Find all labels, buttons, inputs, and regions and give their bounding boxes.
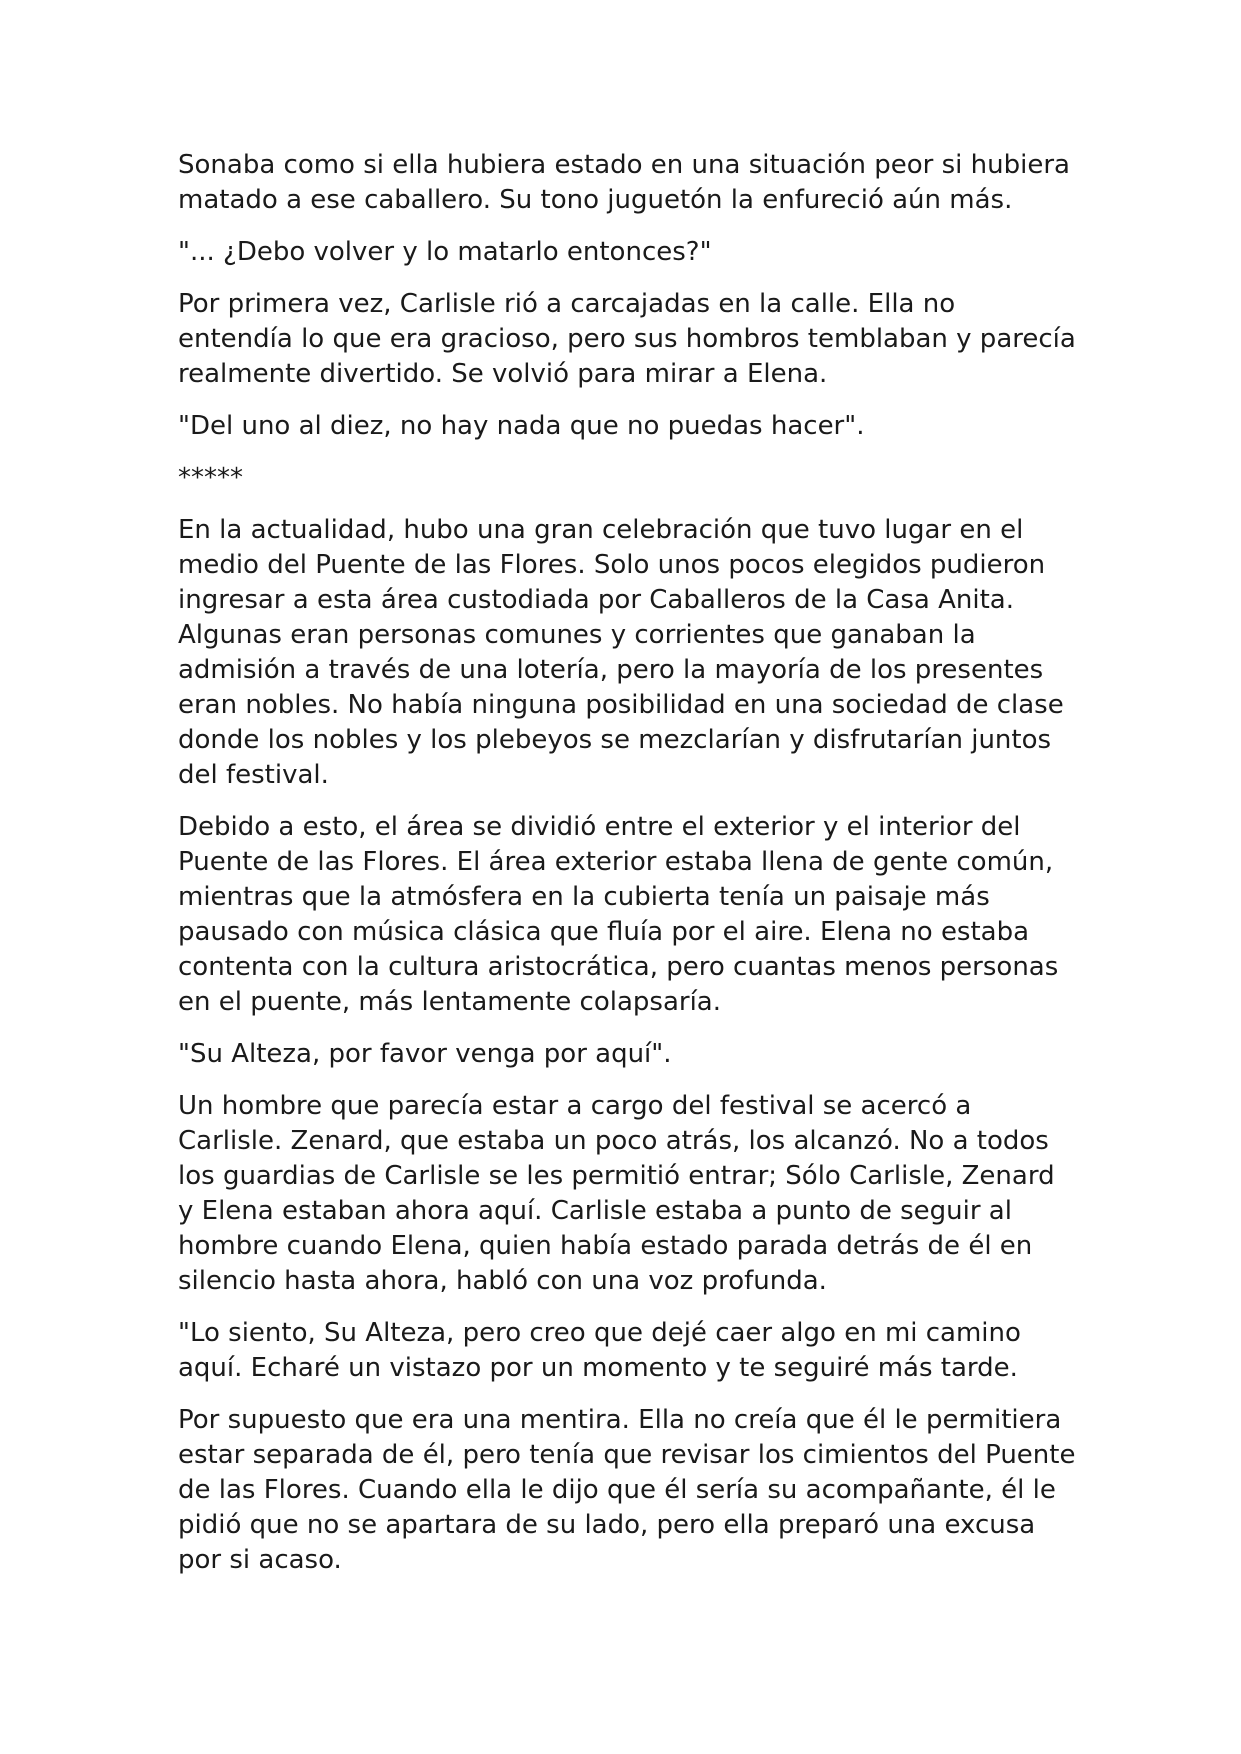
paragraph-7: "Su Alteza, por favor venga por aquí". — [178, 1039, 672, 1069]
paragraph-2: "... ¿Debo volver y lo matarlo entonces?" — [178, 237, 712, 267]
paragraph-9: "Lo siento, Su Alteza, pero creo que dejé caer algo en mi camino aquí. Echaré un vistazo por un momento y te seguiré más tarde. — [178, 1318, 1021, 1383]
paragraph-1: Sonaba como si ella hubiera estado en una situación peor si hubiera matado a ese caballero. Su tono juguetón la enfureció aún más. — [178, 150, 1070, 215]
paragraph-6: Debido a esto, el área se dividió entre el exterior y el interior del Puente de las Flores. El área exterior estaba llena de gente común, mientras que la atmósfera en la cubierta tenía un paisaje más pausado con música clásica que fluía por el aire. Elena no estaba contenta con la cultura aristocrática, pero cuantas menos personas en el puente, más lentamente colapsaría. — [178, 812, 1059, 1017]
document-body — [178, 148, 1078, 1595]
paragraph-3: Por primera vez, Carlisle rió a carcajadas en la calle. Ella no entendía lo que era gracioso, pero sus hombros temblaban y parecía realmente divertido. Se volvió para mirar a Elena. — [178, 289, 1076, 389]
paragraph-10: Por supuesto que era una mentira. Ella no creía que él le permitiera estar separada de él, pero tenía que revisar los cimientos del Puente de las Flores. Cuando ella le dijo que él sería su acompañante, él le pidió que no se apartara de su lado, pero ella preparó una excusa por si acaso. — [178, 1405, 1076, 1575]
section-separator: ***** — [178, 463, 243, 493]
paragraph-4: "Del uno al diez, no hay nada que no puedas hacer". — [178, 411, 865, 441]
paragraph-8: Un hombre que parecía estar a cargo del festival se acercó a Carlisle. Zenard, que estaba un poco atrás, los alcanzó. No a todos los guardias de Carlisle se les permitió entrar; Sólo Carlisle, Zenard y Elena estaban ahora aquí. Carlisle estaba a punto de seguir al hombre cuando Elena, quien había estado parada detrás de él en silencio hasta ahora, habló con una voz profunda. — [178, 1091, 1055, 1296]
paragraph-5: En la actualidad, hubo una gran celebración que tuvo lugar en el medio del Puente de las Flores. Solo unos pocos elegidos pudieron ingresar a esta área custodiada por Caballeros de la Casa Anita. Algunas eran personas comunes y corrientes que ganaban la admisión a través de una lotería, pero la mayoría de los presentes eran nobles. No había ninguna posibilidad en una sociedad de clase donde los nobles y los plebeyos se mezclarían y disfrutarían juntos del festival. — [178, 515, 1064, 790]
